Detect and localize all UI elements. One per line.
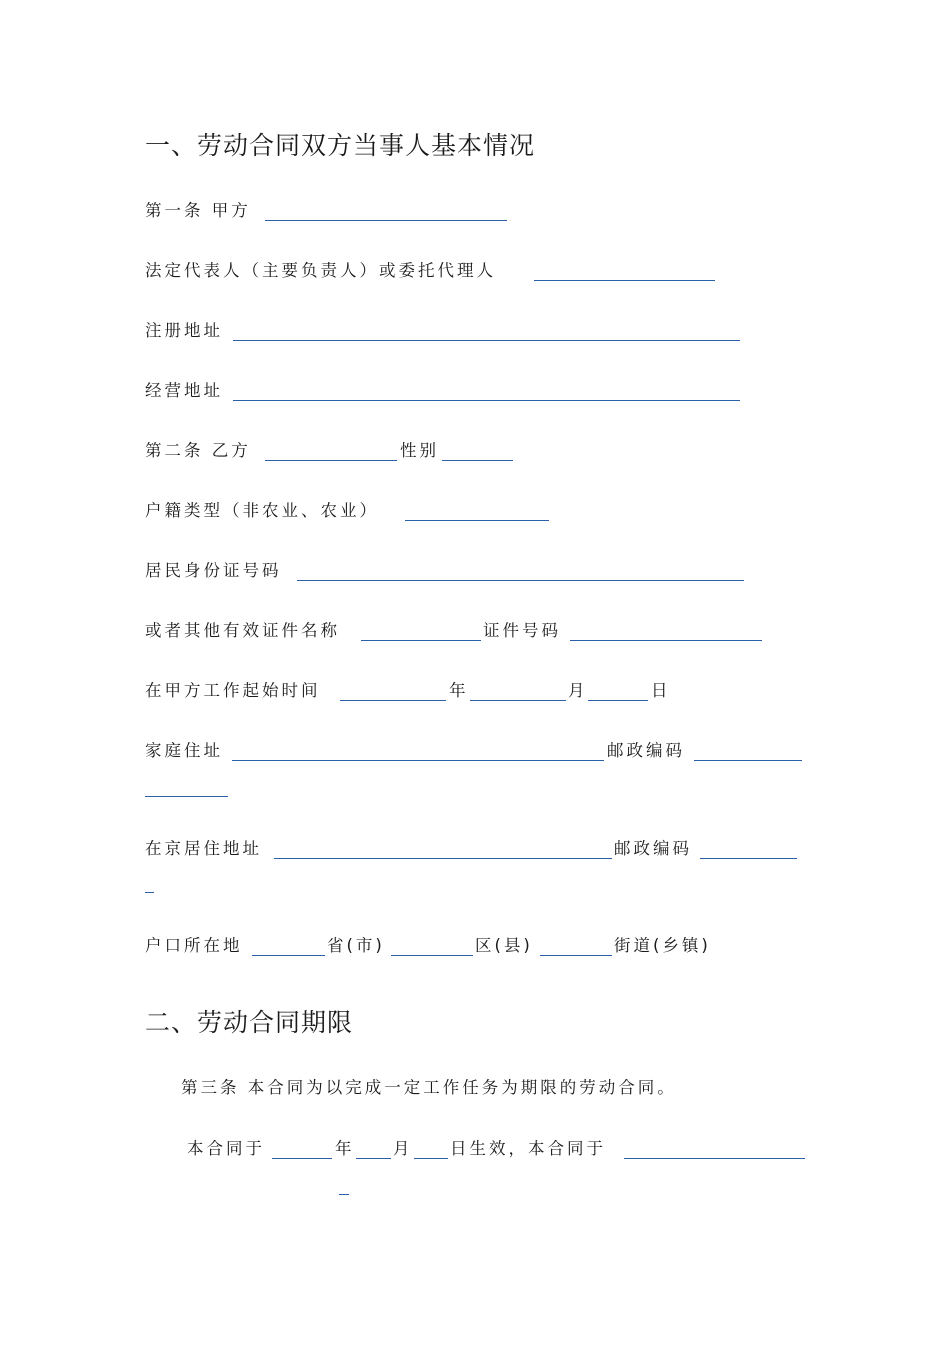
- other-id-field[interactable]: [361, 640, 481, 641]
- registered-address-label: 注册地址: [145, 321, 223, 340]
- home-postcode-field-continued[interactable]: [145, 796, 228, 797]
- party-a-label: 第一条 甲方: [145, 201, 251, 220]
- end-condition-field-continued[interactable]: [339, 1194, 349, 1195]
- province-label: 省(市): [327, 936, 385, 955]
- representative-field[interactable]: [534, 280, 715, 281]
- party-b-label: 第二条 乙方: [145, 441, 251, 460]
- start-month-field[interactable]: [470, 700, 566, 701]
- effective-month-label: 月: [393, 1139, 413, 1158]
- other-id-label: 或者其他有效证件名称: [145, 621, 340, 640]
- home-postcode-field[interactable]: [694, 760, 802, 761]
- gender-label: 性别: [400, 441, 439, 460]
- effective-prefix: 本合同于: [187, 1139, 265, 1158]
- id-number-field[interactable]: [297, 580, 744, 581]
- section-2-heading: 二、劳动合同期限: [145, 1008, 354, 1037]
- start-year-field[interactable]: [340, 700, 446, 701]
- district-label: 区(县): [475, 936, 533, 955]
- gender-field[interactable]: [442, 460, 513, 461]
- start-day-field[interactable]: [588, 700, 648, 701]
- article-3-text: 第三条 本合同为以完成一定工作任务为期限的劳动合同。: [181, 1078, 677, 1097]
- business-address-field[interactable]: [233, 400, 740, 401]
- business-address-label: 经营地址: [145, 381, 223, 400]
- effective-mid-text: 日生效，本合同于: [450, 1139, 606, 1158]
- effective-month-field[interactable]: [356, 1158, 391, 1159]
- home-postcode-label: 邮政编码: [607, 741, 685, 760]
- beijing-postcode-label: 邮政编码: [614, 839, 692, 858]
- beijing-postcode-field-continued[interactable]: [145, 892, 154, 893]
- id-number-label: 居民身份证号码: [145, 561, 282, 580]
- province-field[interactable]: [252, 955, 325, 956]
- registered-address-field[interactable]: [233, 340, 740, 341]
- hukou-type-field[interactable]: [405, 520, 549, 521]
- beijing-address-label: 在京居住地址: [145, 839, 262, 858]
- beijing-address-field[interactable]: [274, 858, 612, 859]
- street-field[interactable]: [540, 955, 612, 956]
- party-a-field[interactable]: [265, 220, 507, 221]
- start-day-label: 日: [651, 681, 671, 700]
- start-year-label: 年: [449, 681, 469, 700]
- home-address-label: 家庭住址: [145, 741, 223, 760]
- end-condition-field[interactable]: [624, 1158, 805, 1159]
- effective-year-label: 年: [335, 1139, 355, 1158]
- district-field[interactable]: [391, 955, 473, 956]
- cert-number-label: 证件号码: [483, 621, 561, 640]
- section-1-heading: 一、劳动合同双方当事人基本情况: [145, 131, 536, 160]
- beijing-postcode-field[interactable]: [700, 858, 797, 859]
- street-label: 街道(乡镇): [614, 936, 711, 955]
- effective-day-field[interactable]: [414, 1158, 448, 1159]
- representative-label: 法定代表人（主要负责人）或委托代理人: [145, 261, 496, 280]
- effective-year-field[interactable]: [272, 1158, 332, 1159]
- hukou-type-label: 户籍类型（非农业、农业）: [145, 501, 379, 520]
- cert-number-field[interactable]: [570, 640, 762, 641]
- start-date-label: 在甲方工作起始时间: [145, 681, 321, 700]
- home-address-field[interactable]: [232, 760, 604, 761]
- start-month-label: 月: [568, 681, 588, 700]
- hukou-location-label: 户口所在地: [145, 936, 243, 955]
- party-b-field[interactable]: [265, 460, 397, 461]
